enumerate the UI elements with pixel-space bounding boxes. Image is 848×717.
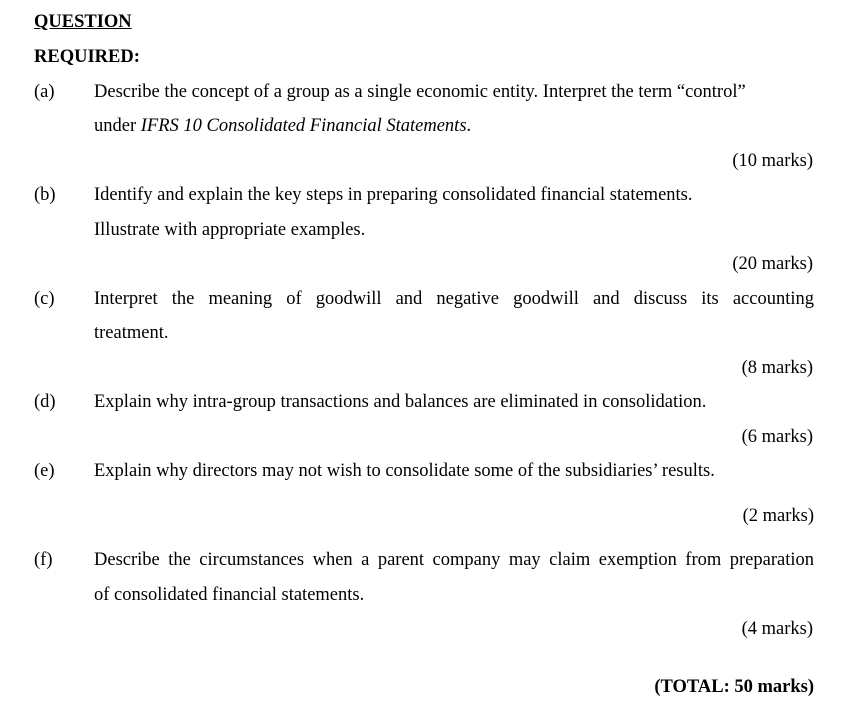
page-title: QUESTION <box>34 12 132 32</box>
question-a-line2-pre: under <box>94 116 141 136</box>
question-a-text-line2 <box>94 116 471 137</box>
required-heading: REQUIRED: <box>34 47 140 67</box>
question-a-label: (a) <box>34 82 55 102</box>
question-a-marks: (10 marks) <box>732 151 813 171</box>
question-d-label: (d) <box>34 392 56 412</box>
question-f-text-line2: of consolidated financial statements. <box>94 585 365 605</box>
question-c-text-line1: Interpret the meaning of goodwill and negative goodwill and discuss its accounting <box>94 289 814 309</box>
question-b-marks: (20 marks) <box>732 254 813 274</box>
question-e-label: (e) <box>34 461 55 481</box>
question-e-text-line1: Explain why directors may not wish to consolidate some of the subsidiaries’ results. <box>94 461 715 481</box>
question-a-text-line1: Describe the concept of a group as a single economic entity. Interpret the term “control” <box>94 82 746 102</box>
total-marks: (TOTAL: 50 marks) <box>654 677 814 697</box>
question-c-label: (c) <box>34 289 55 309</box>
question-b-label: (b) <box>34 185 56 205</box>
question-c-marks: (8 marks) <box>741 358 813 378</box>
question-f-label: (f) <box>34 550 53 570</box>
question-b-text-line1: Identify and explain the key steps in preparing consolidated financial statements. <box>94 185 693 205</box>
question-b-text-line2: Illustrate with appropriate examples. <box>94 220 366 240</box>
question-a-line2-post: . <box>466 116 472 136</box>
question-d-marks: (6 marks) <box>741 427 813 447</box>
question-c-text-line2: treatment. <box>94 323 169 343</box>
question-d-text-line1: Explain why intra-group transactions and balances are eliminated in consolidation. <box>94 392 707 412</box>
question-f-marks: (4 marks) <box>741 619 813 639</box>
ifrs-10-reference: IFRS 10 Consolidated Financial Statements <box>140 116 467 136</box>
question-f-text-line1: Describe the circumstances when a parent company may claim exemption from preparation <box>94 550 814 570</box>
question-e-marks: (2 marks) <box>742 506 814 526</box>
